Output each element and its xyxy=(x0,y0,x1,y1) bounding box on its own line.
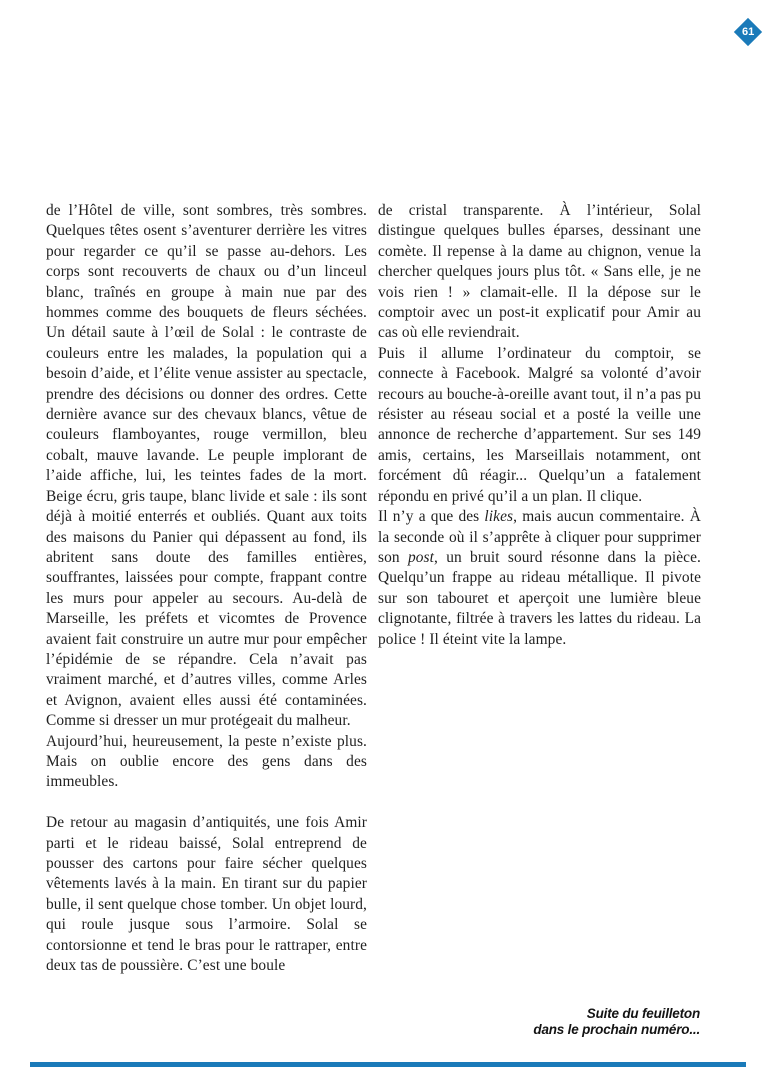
page-number-badge xyxy=(734,18,762,46)
serial-continuation-line1: Suite du feuilleton xyxy=(586,1006,700,1021)
paragraph: Il n’y a que des likes, mais aucun commentaire. À la seconde où il s’apprête à cliquer pour supprimer son post, un bruit sourd résonne dans la pièce. Quelqu’un frappe au rideau métallique. Il pivote sur son tabouret et aperçoit une lumière bleue clignotante, filtrée à travers les lattes du rideau. La police ! Il éteint vite la lampe. xyxy=(378,508,701,648)
bottom-accent-rule xyxy=(30,1062,746,1067)
page-number: 61 xyxy=(741,26,755,38)
paragraph: Aujourd’hui, heureusement, la peste n’existe plus. Mais on oublie encore des gens dans des immeubles. xyxy=(46,732,367,791)
paragraph: de cristal transparente. À l’intérieur, Solal distingue quelques bulles éparses, dessinant une comète. Il repense à la dame au chignon, venue la chercher quelques jours plus tôt. « Sans elle, je ne vois rien ! » clamait-elle. Il la dépose sur le comptoir avec un post-it explicatif pour Amir au cas où elle reviendrait. xyxy=(378,202,701,342)
paragraph: De retour au magasin d’antiquités, une fois Amir parti et le rideau baissé, Solal entreprend de pousser des cartons pour faire sécher quelques vêtements lavés à la main. En tirant sur du papier bulle, il sent quelque chose tomber. Un objet lourd, qui roule jusque sous l’armoire. Solal se contorsionne et tend le bras pour le rattraper, entre deux tas de poussière. C’est une boule xyxy=(46,814,367,975)
serial-continuation-line2: dans le prochain numéro... xyxy=(533,1022,700,1037)
left-column xyxy=(46,201,367,976)
paragraph: Puis il allume l’ordinateur du comptoir, se connecte à Facebook. Malgré sa volonté d’avoir recours au bouche-à-oreille avant tout, il n’a pas pu résister au réseau social et a posté la veille une annonce de recherche d’appartement. Sur ses 149 amis, certains, les Marseillais notamment, ont forcément dû réagir... Quelqu’un a fatalement répondu en privé qu’il a un plan. Il clique. xyxy=(378,344,701,505)
right-column xyxy=(378,201,701,650)
serial-continuation-note xyxy=(533,1006,700,1038)
paragraph: de l’Hôtel de ville, sont sombres, très sombres. Quelques têtes osent s’aventurer derrière les vitres pour regarder ce qu’il se passe au-dehors. Les corps sont recouverts de chaux ou d’un linceul blanc, traînés en groupe à main nue par des hommes comme des bouquets de fleurs séchées. Un détail saute à l’œil de Solal : le contraste de couleurs entre les malades, la population qui a besoin d’aide, et l’élite venue assister au spectacle, prendre des décisions ou donner des ordres. Cette dernière avance sur des chevaux blancs, vêtue de couleurs flamboyantes, rouge vermillon, bleu cobalt, mauve lavande. Le peuple implorant de l’aide affiche, lui, les teintes fades de la mort. Beige écru, gris taupe, blanc livide et sale : ils sont déjà à moitié enterrés et oubliés. Quant aux toits des maisons du Panier qui dépassent au fond, ils abritent sans doute des familles entières, souffrantes, laissées pour compte, frappant contre les murs pour appeler au secours. Au-delà de Marseille, les préfets et vicomtes de Provence avaient fait construire un autre mur pour empêcher l’épidémie de se répandre. Cela n’avait pas vraiment marché, et d’autres villes, comme Arles et Avignon, avaient elles aussi été contaminées. Comme si dresser un mur protégeait du malheur. xyxy=(46,202,367,730)
